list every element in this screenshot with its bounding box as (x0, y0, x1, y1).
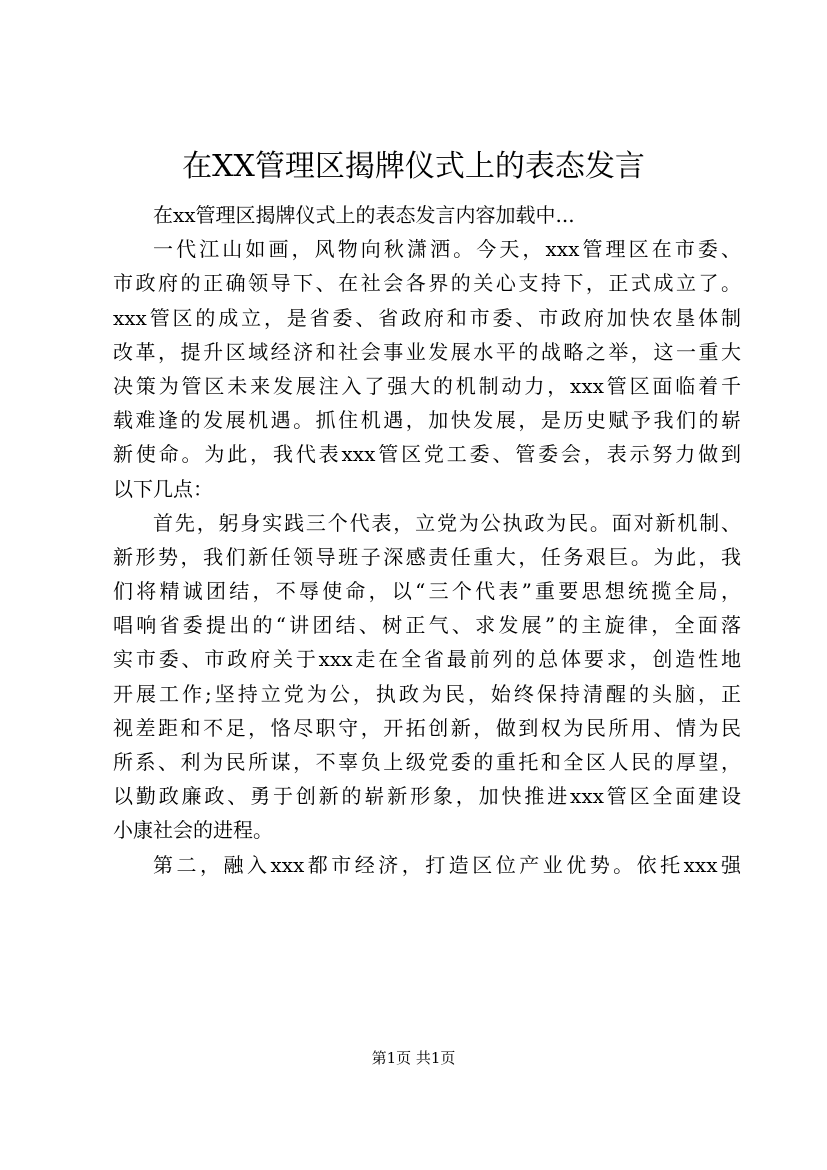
body-line: 唱响省委提出的“讲团结、树正气、求发展”的主旋律，全面落 (113, 613, 741, 638)
body-line: 市政府的正确领导下、在社会各界的关心支持下，正式成立了。 (113, 271, 741, 296)
document-title: 在XX管理区揭牌仪式上的表态发言 (182, 149, 645, 184)
body-line: 所系、利为民所谋，不辜负上级党委的重托和全区人民的厚望， (113, 750, 741, 774)
body-line: 载难逢的发展机遇。抓住机遇，加快发展，是历史赋予我们的崭 (113, 408, 741, 433)
body-line: 开展工作;坚持立党为公，执政为民，始终保持清醒的头脑，正 (113, 681, 741, 706)
body-line: xxx管区的成立，是省委、省政府和市委、市政府加快农垦体制 (113, 305, 741, 330)
body-line: 实市委、市政府关于xxx走在全省最前列的总体要求，创造性地 (113, 647, 741, 672)
body-line: 以下几点： (113, 476, 213, 501)
body-line: 们将精诚团结，不辱使命，以“三个代表”重要思想统揽全局， (113, 579, 741, 604)
body-line: 第二，融入xxx都市经济，打造区位产业优势。依托xxx强 (153, 852, 741, 877)
body-line: 视差距和不足，恪尽职守，开拓创新，做到权为民所用、情为民 (113, 715, 741, 740)
document-body (113, 198, 741, 882)
page-footer: 第1页 共1页 (371, 1049, 456, 1067)
body-line: 在xx管理区揭牌仪式上的表态发言内容加载中... (153, 203, 575, 227)
body-line: 一代江山如画，风物向秋潇洒。今天，xxx管理区在市委、 (153, 237, 741, 262)
body-line: 新形势，我们新任领导班子深感责任重大，任务艰巨。为此，我 (113, 544, 741, 569)
body-line: 以勤政廉政、勇于创新的崭新形象，加快推进xxx管区全面建设 (113, 784, 741, 809)
body-line: 决策为管区未来发展注入了强大的机制动力，xxx管区面临着千 (113, 373, 741, 398)
body-line: 新使命。为此，我代表xxx管区党工委、管委会，表示努力做到 (113, 442, 741, 467)
body-line: 改革，提升区域经济和社会事业发展水平的战略之举，这一重大 (113, 339, 741, 364)
body-line: 小康社会的进程。 (113, 818, 273, 843)
body-line: 首先，躬身实践三个代表，立党为公执政为民。面对新机制、 (153, 510, 741, 535)
